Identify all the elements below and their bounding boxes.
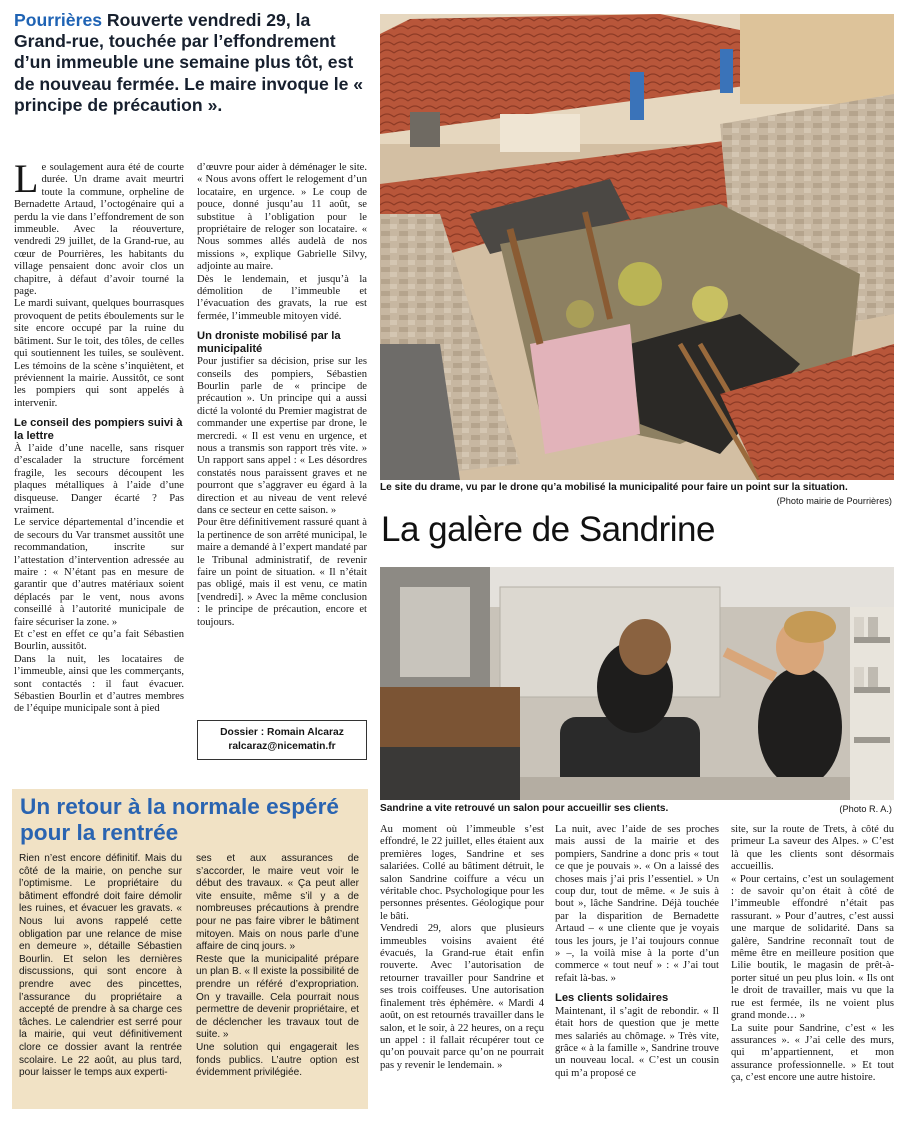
paragraph: Pour être définitivement rassuré quant à la pertinence de son arrêté municipal, le maire a demandé à l’expert mandaté par le Tribunal administratif, de revenir faire un point de situation. « Il n’était pas obligé, mais il est venu, ce matin [vendredi]. » Avec la même conclusion : le principe de précaution, encore et toujours. bbox=[197, 517, 367, 628]
article-column-1 bbox=[14, 156, 184, 716]
subheading: Un droniste mobilisé par la municipalité bbox=[197, 330, 341, 355]
byline-email: ralcaraz@nicematin.fr bbox=[228, 741, 336, 752]
collapsed-building-illustration bbox=[380, 14, 894, 480]
drone-photo bbox=[380, 14, 894, 480]
subheading: Le conseil des pompiers suivi à la lettre bbox=[14, 417, 183, 442]
paragraph: Dans la nuit, les locataires de l’immeuble, ainsi que les commerçants, sont contactés : il faut évacuer. Sébastien Bourlin et d’autres membres de l’équipe municipale sont à pied bbox=[14, 653, 184, 715]
paragraph: Pour justifier sa décision, prise sur les conseils des pompiers, Sébastien Bourlin parle de « principe de précaution ». Un principe qui a aussi dicté la volonté du Premier magistrat de commander une expertise par drone, le mercredi. « Il est venu en urgence, et nous a transmis son rapport très vite. » Un rapport sans appel : « Les désordres constatés nous paraissent graves et ne pourront que s’aggraver eu égard à la direction et au niveau de vent relevé dans ce secteur en cette saison. » bbox=[197, 356, 367, 516]
sidebar-box-column-1 bbox=[19, 853, 182, 1080]
subheading: Les clients solidaires bbox=[555, 992, 669, 1005]
paragraph: site, sur la route de Trets, à côté du primeur La saveur des Alpes. » C’est là que les clients sont désormais accueillis. bbox=[731, 824, 894, 873]
sandrine-title: La galère de Sandrine bbox=[381, 510, 715, 549]
paragraph: Une solution qui engagerait les fonds publics. L’autre option est évidemment privilégiée. bbox=[196, 1041, 359, 1079]
headline-kicker: Pourrières bbox=[14, 10, 103, 30]
drone-photo-caption-text: Le site du drame, vu par le drone qu’a mobilisé la municipalité pour faire un point sur la situation. bbox=[380, 482, 848, 493]
paragraph: Le soulagement aura été de courte durée. Un drame avait meurtri toute la commune, orpheline de Bernadette Artaud, l’octogénaire qui a perdu la vie dans l’effondrement de son immeuble. Avec la réouverture, vendredi 29 juillet, de la Grand-rue, au cœur de Pourrières, les habitants du village pensaient donc avoir clos un chapitre, à défaut d’avoir tourné la page. bbox=[14, 156, 184, 298]
paragraph: Et c’est en effet ce qu’a fait Sébastien Bourlin, aussitôt. bbox=[14, 629, 184, 653]
paragraph: Le service départemental d’incendie et de secours du Var transmet aussitôt une recommandation, inscrite sur l’attestation d’intervention adressée au maire : « N’étant pas en mesure de garantir que d’autres matériaux soient déplacés par le vent, nous avons conseillé à l’autorité municipale de faire sécuriser la zone. » bbox=[14, 517, 184, 628]
paragraph: Vendredi 29, alors que plusieurs immeubles voisins avaient été évacués, la Grand-rue était enfin rouverte. Avec l’autorisation de retourner travailler pour Sandrine et ses trois coiffeuses. Une autorisation finalement très éphémère. « Mardi 4 août, on est retournés travailler dans le salon, et le soir, à 22 heures, on a reçu un appel : il fallait récupérer tout ce qu’on pouvait parce qu’on ne pourrait pas y revenir le lendemain. » bbox=[380, 923, 544, 1071]
drone-photo-caption bbox=[380, 482, 894, 495]
sidebar-box-title: Un retour à la normale espéré pour la rentrée bbox=[20, 794, 339, 845]
paragraph: Rien n’est encore définitif. Mais du côté de la mairie, on penche sur l’optimisme. Le propriétaire du bâtiment effondré doit faire démolir les ruines, et évacuer les gravats. « Nous lui avons rappelé cette obligation par une relance de mise en demeure », détaille Sébastien Bourlin. Et selon les dernières discussions, qui sont encore à prendre avec des pincettes, l’assurance du propriétaire a accepté de prendre à sa charge ces tâches. Le calendrier est serré pour la mairie, qui veut définitivement clore ce dossier avant la rentrée scolaire. Le 22 août, au plus tard, pour laisser le temps aux experti- bbox=[19, 853, 182, 1079]
sandrine-column-2 bbox=[555, 824, 719, 1080]
byline-box bbox=[197, 720, 367, 760]
drone-photo-credit: (Photo mairie de Pourrières) bbox=[776, 496, 892, 506]
paragraph: La nuit, avec l’aide de ses proches mais aussi de la mairie et des pompiers, Sandrine a donc pris « tout ce que je pouvais ». « On a laissé des choses mais j’ai pris l’essentiel. » Un coup dur, tout de même. « Je suis à bout », lâche Sandrine. Déjà touchée par la disparition de Bernadette Artaud – « une cliente que je voyais tous les jours, je l’ai toujours connue » –, la voilà mise à la porte d’un commerce « tout neuf » : « J’ai tout refait là-bas. » bbox=[555, 824, 719, 984]
salon-photo-caption: Sandrine a vite retrouvé un salon pour accueillir ses clients. bbox=[380, 803, 669, 814]
sandrine-column-1 bbox=[380, 824, 544, 1072]
paragraph: Au moment où l’immeuble s’est effondré, le 22 juillet, elles étaient aux premières loges, Sandrine et ses salariées. Collé au bâtiment détruit, le salon Sandrine coiffure a vécu un véritable choc. Psychologique pour les personnes présentes. Géologique pour le bâti. bbox=[380, 824, 544, 922]
paragraph: « Pour certains, c’est un soulagement : de savoir qu’on était à côté de l’immeuble effondré n’était pas rassurant. » Pour d’autres, c’est aussi une marque de solidarité. Dans sa galère, Sandrine reconnaît tout de même être en meilleure position que Lilie boutik, le magasin de prêt-à-porter situé un peu plus loin. « Ils ont le droit de travailler, mais vu que la rue est fermée, ils ne voient plus grand monde… » bbox=[731, 873, 894, 1022]
salon-photo bbox=[380, 567, 894, 800]
paragraph: Le mardi suivant, quelques bourrasques provoquent de petits éboulements sur le site encore occupé par la ruine du bâtiment. Sur le toit, des tôles, de celles qui soutiennent les tuiles, se soulèvent. Les témoins de la scène s’inquiètent, et préviennent la mairie. Aussitôt, ce sont les pompiers qui sont appelés à intervenir. bbox=[14, 298, 184, 409]
headline-text: Rouverte vendredi 29, la Grand-rue, touchée par l’effondrement d’un immeuble une semaine plus tôt, est de nouveau fermée. Le maire invoque le « principe de précaution ». bbox=[14, 10, 364, 115]
sidebar-box-column-2 bbox=[196, 853, 359, 1080]
byline-label: Dossier : Romain Alcaraz bbox=[220, 727, 344, 738]
paragraph: Maintenant, il s’agit de rebondir. « Il était hors de question que je mette mes salariés au chômage. » Très vite, grâce « à la famille », Sandrine trouve un nouveau local. « C’est un cousin qui m’a proposé ce bbox=[555, 1005, 719, 1079]
paragraph: À l’aide d’une nacelle, sans risquer d’escalader la structure forcément fragile, les secours découpent les plaques métalliques à l’aide d’une disqueuse. Danger écarté ? Pas vraiment. bbox=[14, 442, 184, 516]
paragraph: Dès le lendemain, et jusqu’à la démolition de l’immeuble et l’évacuation des gravats, la rue est fermée, l’immeuble mitoyen vidé. bbox=[197, 273, 367, 322]
hair-salon-illustration bbox=[380, 567, 894, 800]
paragraph: La suite pour Sandrine, c’est « les assurances ». « J’ai celle des murs, qui m’appartiennent, et mon assurance professionnelle. » Et tout ça, c’est encore une autre histoire. bbox=[731, 1022, 894, 1084]
salon-photo-credit: (Photo R. A.) bbox=[839, 804, 892, 814]
paragraph: d’œuvre pour aider à déménager le site. « Nous avons offert le relogement d’un locataire, en urgence. » Le coup de pouce, donné jusqu’au 11 août, se substitue à l’obligation pour le propriétaire de reloger son locataire. « Nous sommes allés audelà de nos missions », explique Gabrielle Silvy, adjointe au maire. bbox=[197, 162, 367, 273]
article-column-2 bbox=[197, 162, 367, 629]
headline bbox=[14, 10, 364, 116]
paragraph: ses et aux assurances de s’accorder, le maire veut voir le début des travaux. « Ça peut aller vite ensuite, même s’il y a de nombreuses précautions à prendre pour ne pas faire vibrer le bâtiment mitoyen. Mais on nous parle d’une affaire de cinq jours. » bbox=[196, 853, 359, 953]
sidebar-box bbox=[12, 789, 368, 1109]
sandrine-column-3 bbox=[731, 824, 894, 1085]
paragraph: Reste que la municipalité prépare un plan B. « Il existe la possibilité de prendre un référé d’expropriation. On y travaille. Cela pourrait nous permettre de devenir propriétaire, et de déclencher les travaux tout de suite. » bbox=[196, 953, 359, 1041]
